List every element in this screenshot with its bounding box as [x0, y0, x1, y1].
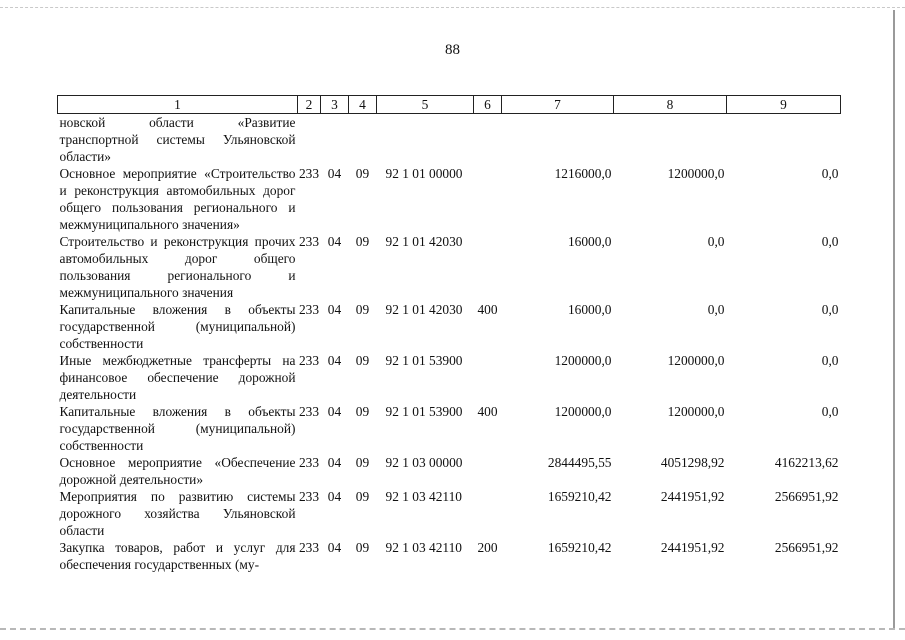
cell-admin-code: 233 — [298, 302, 320, 317]
cell-target-code: 92 1 03 42110 — [385, 540, 462, 555]
cell-amount-8: 2441951,92 — [660, 489, 725, 504]
row-name: Основное мероприятие «Строительство и реконструкция автомобильных дорог общего пользования регионального и межмуниципального значения» — [59, 166, 296, 232]
cell-subsection — [349, 114, 377, 166]
table-header-row — [58, 96, 841, 114]
cell-amount-8: 4051298,92 — [660, 455, 725, 470]
cell-target-code: 92 1 01 53900 — [385, 353, 463, 368]
row-name: Основное мероприятие «Обеспечение дорожной деятельности» — [59, 455, 296, 487]
table-row — [58, 114, 841, 166]
cell-amount-9: 0,0 — [821, 404, 839, 419]
cell-admin-code: 233 — [298, 166, 320, 181]
row-name: Мероприятия по развитию системы дорожного хозяйства Ульяновской области — [59, 489, 296, 538]
cell-section: 04 — [327, 489, 342, 504]
column-header: 1 — [58, 96, 298, 114]
cell-amount-8: 1200000,0 — [667, 404, 725, 419]
column-header: 4 — [349, 96, 377, 114]
cell-section: 04 — [327, 166, 342, 181]
cell-expense-type — [474, 352, 502, 403]
cell-amount-8: 1200000,0 — [667, 166, 725, 181]
cell-amount-7: 16000,0 — [567, 302, 612, 317]
cell-amount-8: 1200000,0 — [667, 353, 725, 368]
cell-amount-7: 1200000,0 — [554, 353, 612, 368]
column-header: 9 — [727, 96, 841, 114]
table-row — [58, 539, 841, 573]
cell-amount-7: 1659210,42 — [547, 489, 612, 504]
cell-target-code: 92 1 01 00000 — [385, 166, 463, 181]
cell-amount-9 — [727, 114, 841, 166]
cell-admin-code: 233 — [298, 234, 320, 249]
cell-expense-type: 400 — [477, 302, 498, 317]
cell-amount-8 — [614, 114, 727, 166]
row-name: Закупка товаров, работ и услуг для обеспечения государственных (му- — [59, 540, 296, 572]
cell-amount-7: 2844495,55 — [547, 455, 612, 470]
scan-edge-right — [893, 10, 895, 630]
cell-expense-type — [474, 165, 502, 233]
table-row — [58, 352, 841, 403]
scan-edge-top — [0, 7, 905, 8]
cell-section: 04 — [327, 302, 342, 317]
row-name: новской области «Развитие транспортной системы Ульяновской области» — [59, 115, 296, 164]
row-name: Строительство и реконструкция прочих автомобильных дорог общего пользования регионального и межмуниципального значения — [59, 234, 296, 300]
cell-target-code — [377, 114, 474, 166]
cell-section — [321, 114, 349, 166]
cell-subsection: 09 — [355, 166, 370, 181]
row-name: Капитальные вложения в объекты государственной (муниципальной) собственности — [59, 302, 296, 351]
cell-target-code: 92 1 01 42030 — [385, 234, 463, 249]
cell-admin-code: 233 — [298, 489, 320, 504]
cell-amount-7: 16000,0 — [567, 234, 612, 249]
column-header: 3 — [321, 96, 349, 114]
cell-amount-7: 1659210,42 — [547, 540, 612, 555]
table-row — [58, 488, 841, 539]
cell-amount-7: 1216000,0 — [554, 166, 612, 181]
cell-section: 04 — [327, 455, 342, 470]
cell-amount-9: 0,0 — [821, 302, 839, 317]
cell-amount-8: 2441951,92 — [660, 540, 725, 555]
cell-section: 04 — [327, 404, 342, 419]
cell-expense-type: 400 — [477, 404, 498, 419]
cell-target-code: 92 1 01 53900 — [385, 404, 463, 419]
cell-target-code: 92 1 03 00000 — [385, 455, 463, 470]
column-header: 5 — [377, 96, 474, 114]
column-header: 7 — [502, 96, 614, 114]
table-row — [58, 454, 841, 488]
cell-admin-code: 233 — [298, 455, 320, 470]
cell-amount-9: 0,0 — [821, 234, 839, 249]
cell-expense-type: 200 — [477, 540, 498, 555]
column-header: 2 — [298, 96, 321, 114]
budget-table — [57, 95, 841, 573]
cell-amount-9: 2566951,92 — [774, 489, 839, 504]
page-number: 88 — [445, 42, 460, 58]
cell-section: 04 — [327, 540, 342, 555]
cell-expense-type — [474, 454, 502, 488]
table-row — [58, 233, 841, 301]
cell-amount-9: 2566951,92 — [774, 540, 839, 555]
cell-amount-7: 1200000,0 — [554, 404, 612, 419]
cell-section: 04 — [327, 353, 342, 368]
cell-target-code: 92 1 03 42110 — [385, 489, 462, 504]
cell-amount-8: 0,0 — [707, 302, 725, 317]
cell-expense-type — [474, 233, 502, 301]
cell-subsection: 09 — [355, 353, 370, 368]
table-row — [58, 165, 841, 233]
cell-section: 04 — [327, 234, 342, 249]
column-header: 6 — [474, 96, 502, 114]
cell-admin-code: 233 — [298, 404, 320, 419]
cell-admin-code: 233 — [298, 540, 320, 555]
cell-expense-type — [474, 488, 502, 539]
cell-subsection: 09 — [355, 489, 370, 504]
table-row — [58, 403, 841, 454]
cell-amount-9: 0,0 — [821, 353, 839, 368]
row-name: Капитальные вложения в объекты государственной (муниципальной) собственности — [59, 404, 296, 453]
cell-target-code: 92 1 01 42030 — [385, 302, 463, 317]
scan-edge-bottom — [0, 628, 905, 630]
cell-subsection: 09 — [355, 234, 370, 249]
cell-subsection: 09 — [355, 540, 370, 555]
cell-subsection: 09 — [355, 404, 370, 419]
cell-admin-code: 233 — [298, 353, 320, 368]
column-header: 8 — [614, 96, 727, 114]
cell-amount-8: 0,0 — [707, 234, 725, 249]
row-name: Иные межбюджетные трансферты на финансовое обеспечение дорожной деятельности — [59, 353, 296, 402]
cell-admin-code — [298, 114, 321, 166]
cell-expense-type — [474, 114, 502, 166]
cell-subsection: 09 — [355, 455, 370, 470]
table-row — [58, 301, 841, 352]
cell-amount-7 — [502, 114, 614, 166]
cell-subsection: 09 — [355, 302, 370, 317]
cell-amount-9: 4162213,62 — [774, 455, 839, 470]
cell-amount-9: 0,0 — [821, 166, 839, 181]
